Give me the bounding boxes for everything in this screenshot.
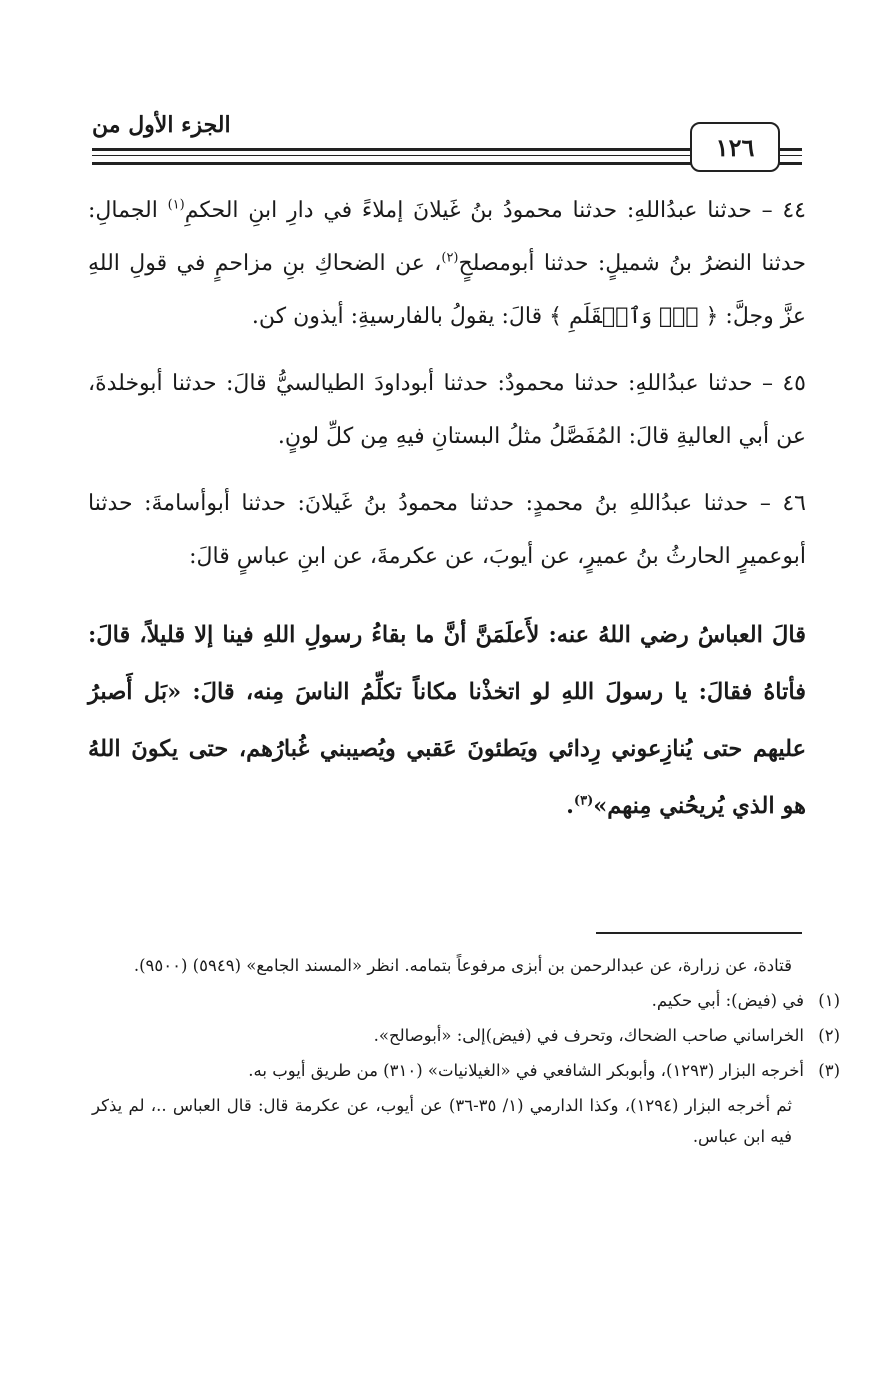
- quote-text: قالَ العباسُ رضي اللهُ عنه: لأَعلَمَنَّ أنَّ ما بقاءُ رسولِ اللهِ فينا إلا قليلاً، قالَ: فأتاهُ فقالَ: يا رسولَ اللهِ لو اتخذْنا مكاناً تكلِّمُ الناسَ مِنه، قالَ: «بَل أَصبرُ عليهم حتى يُنازِعوني رِدائي ويَطئونَ عَقبي ويُصيبني غُبارُهم، حتى يكونَ اللهُ هو الذي يُريحُني مِنهم»: [88, 622, 806, 819]
- hadith-quote: [88, 607, 806, 835]
- footnote-ref: (١): [167, 197, 185, 213]
- hadith-45: ٤٥ – حدثنا عبدُاللهِ: حدثنا محمودٌ: حدثنا أبوداودَ الطيالسيُّ قالَ: حدثنا أبوخلدةَ، عن أبي العاليةِ قالَ: المُفَصَّلُ مثلُ البستانِ فيهِ مِن كلِّ لونٍ.: [88, 371, 806, 449]
- main-text: [88, 184, 806, 835]
- footnote-ref: (٣): [573, 793, 594, 809]
- footnote-2: (٢)الخراساني صاحب الضحاك، وتحرف في (فيض)إلى: «أبوصالح».: [373, 1026, 840, 1045]
- hadith-text: الجمالِ: حدثنا النضرُ بنُ شميلٍ: حدثنا أبومصلحٍ: [88, 198, 806, 276]
- footnote-text: أخرجه البزار (١٢٩٣)، وأبوبكر الشافعي في «الغيلانيات» (٣١٠) من طريق أيوب به.: [248, 1061, 804, 1080]
- header-rule: [92, 155, 692, 156]
- running-title: الجزء الأول من: [92, 112, 231, 138]
- hadith-text: ٤٤ – حدثنا عبدُاللهِ: حدثنا محمودُ بنُ غَيلانَ إملاءً في دارِ ابنِ الحكمِ: [184, 198, 806, 223]
- page-header: [92, 108, 802, 178]
- footnote-ref: (٢): [441, 250, 459, 266]
- footnotes: [92, 950, 840, 1156]
- footnote-3-continued: ثم أخرجه البزار (١٢٩٤)، وكذا الدارمي (١/ ٣٥-٣٦) عن أيوب، عن عكرمة قال: قال العباس ..، لم يذكر فيه ابن عباس.: [92, 1096, 792, 1146]
- page-number: ١٢٦: [690, 122, 780, 172]
- hadith-46: ٤٦ – حدثنا عبدُاللهِ بنُ محمدٍ: حدثنا محمودُ بنُ غَيلانَ: حدثنا أبوأسامةَ: حدثنا أبوعميرٍ الحارثُ بنُ عميرٍ، عن أيوبَ، عن عكرمةَ، عن ابنِ عباسٍ قالَ:: [88, 491, 806, 569]
- footnote-text: في (فيض): أبي حكيم.: [651, 991, 804, 1010]
- quote-end: .: [566, 793, 574, 819]
- footnote-text: الخراساني صاحب الضحاك، وتحرف في (فيض)إلى: «أبوصالح».: [373, 1026, 804, 1045]
- footnote-separator: [596, 932, 802, 934]
- header-rule: [92, 162, 692, 165]
- footnote-continuation: قتادة، عن زرارة، عن عبدالرحمن بن أبزى مرفوعاً بتمامه. انظر «المسند الجامع» (٥٩٤٩) (٩٥٠٠).: [133, 956, 792, 975]
- header-rule: [92, 148, 692, 151]
- hadith-text: ، عن الضحاكِ بنِ مزاحمٍ في قولِ اللهِ عزَّ وجلَّ: ﴿ نٓۚ وَٱلۡقَلَمِ ﴾ قالَ: يقولُ بالفارسيةِ: أيذون كن.: [88, 251, 806, 329]
- footnote-3: (٣)أخرجه البزار (١٢٩٣)، وأبوبكر الشافعي في «الغيلانيات» (٣١٠) من طريق أيوب به.: [248, 1061, 840, 1080]
- footnote-1: (١)في (فيض): أبي حكيم.: [651, 991, 840, 1010]
- hadith-44: [88, 184, 806, 343]
